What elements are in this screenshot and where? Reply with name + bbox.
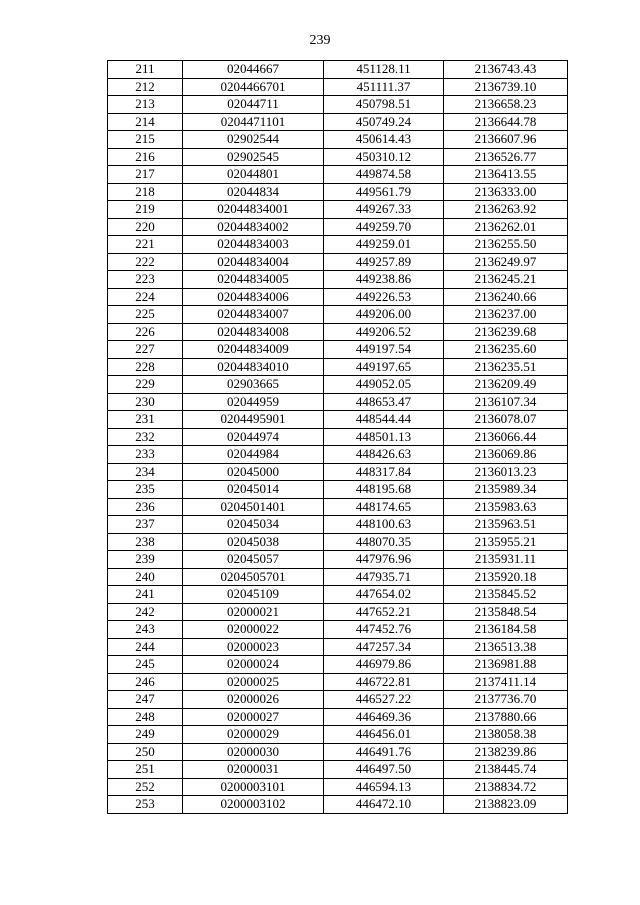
row-number-cell: 211 [108, 61, 183, 79]
x-coordinate-cell: 448501.13 [324, 428, 444, 446]
point-id-cell: 02000021 [183, 603, 324, 621]
table-row [108, 166, 568, 184]
y-coordinate-cell: 2136235.60 [444, 341, 568, 359]
y-coordinate-cell: 2136013.23 [444, 463, 568, 481]
table-row [108, 708, 568, 726]
point-id-cell: 02000026 [183, 691, 324, 709]
table-row [108, 113, 568, 131]
table-row [108, 743, 568, 761]
row-number-cell: 238 [108, 533, 183, 551]
table-row [108, 218, 568, 236]
table-row [108, 673, 568, 691]
point-id-cell: 0200003101 [183, 778, 324, 796]
table-row [108, 288, 568, 306]
row-number-cell: 227 [108, 341, 183, 359]
table-row [108, 78, 568, 96]
y-coordinate-cell: 2136239.68 [444, 323, 568, 341]
row-number-cell: 234 [108, 463, 183, 481]
x-coordinate-cell: 449197.65 [324, 358, 444, 376]
row-number-cell: 240 [108, 568, 183, 586]
point-id-cell: 02044711 [183, 96, 324, 114]
y-coordinate-cell: 2136413.55 [444, 166, 568, 184]
row-number-cell: 247 [108, 691, 183, 709]
row-number-cell: 219 [108, 201, 183, 219]
x-coordinate-cell: 449267.33 [324, 201, 444, 219]
x-coordinate-cell: 447452.76 [324, 621, 444, 639]
x-coordinate-cell: 446594.13 [324, 778, 444, 796]
point-id-cell: 02000027 [183, 708, 324, 726]
table-row [108, 568, 568, 586]
table-body [108, 61, 568, 814]
x-coordinate-cell: 447257.34 [324, 638, 444, 656]
x-coordinate-cell: 449206.00 [324, 306, 444, 324]
point-id-cell: 02044834008 [183, 323, 324, 341]
table-row [108, 376, 568, 394]
x-coordinate-cell: 448100.63 [324, 516, 444, 534]
point-id-cell: 0204466701 [183, 78, 324, 96]
table-row [108, 96, 568, 114]
row-number-cell: 241 [108, 586, 183, 604]
table-row [108, 778, 568, 796]
table-row [108, 341, 568, 359]
x-coordinate-cell: 449226.53 [324, 288, 444, 306]
row-number-cell: 249 [108, 726, 183, 744]
x-coordinate-cell: 451128.11 [324, 61, 444, 79]
point-id-cell: 02045000 [183, 463, 324, 481]
row-number-cell: 231 [108, 411, 183, 429]
row-number-cell: 243 [108, 621, 183, 639]
table-row [108, 498, 568, 516]
y-coordinate-cell: 2135955.21 [444, 533, 568, 551]
page-number: 239 [309, 33, 331, 48]
point-id-cell: 02044834009 [183, 341, 324, 359]
table-row [108, 603, 568, 621]
x-coordinate-cell: 447654.02 [324, 586, 444, 604]
table-row [108, 796, 568, 814]
y-coordinate-cell: 2136644.78 [444, 113, 568, 131]
y-coordinate-cell: 2138834.72 [444, 778, 568, 796]
x-coordinate-cell: 447652.21 [324, 603, 444, 621]
row-number-cell: 229 [108, 376, 183, 394]
y-coordinate-cell: 2136237.00 [444, 306, 568, 324]
row-number-cell: 217 [108, 166, 183, 184]
y-coordinate-cell: 2136262.01 [444, 218, 568, 236]
y-coordinate-cell: 2136066.44 [444, 428, 568, 446]
row-number-cell: 239 [108, 551, 183, 569]
point-id-cell: 02902545 [183, 148, 324, 166]
table-row [108, 726, 568, 744]
row-number-cell: 233 [108, 446, 183, 464]
point-id-cell: 02044974 [183, 428, 324, 446]
y-coordinate-cell: 2136249.97 [444, 253, 568, 271]
row-number-cell: 213 [108, 96, 183, 114]
y-coordinate-cell: 2136245.21 [444, 271, 568, 289]
table-row [108, 533, 568, 551]
y-coordinate-cell: 2136209.49 [444, 376, 568, 394]
y-coordinate-cell: 2138445.74 [444, 761, 568, 779]
x-coordinate-cell: 448070.35 [324, 533, 444, 551]
point-id-cell: 0204501401 [183, 498, 324, 516]
point-id-cell: 02000029 [183, 726, 324, 744]
point-id-cell: 0204505701 [183, 568, 324, 586]
row-number-cell: 253 [108, 796, 183, 814]
table-row [108, 428, 568, 446]
table-row [108, 621, 568, 639]
point-id-cell: 02000023 [183, 638, 324, 656]
table-row [108, 481, 568, 499]
y-coordinate-cell: 2136235.51 [444, 358, 568, 376]
y-coordinate-cell: 2136607.96 [444, 131, 568, 149]
point-id-cell: 02044834010 [183, 358, 324, 376]
y-coordinate-cell: 2136743.43 [444, 61, 568, 79]
table-row [108, 306, 568, 324]
table-row [108, 393, 568, 411]
table-row [108, 271, 568, 289]
y-coordinate-cell: 2136184.58 [444, 621, 568, 639]
row-number-cell: 242 [108, 603, 183, 621]
y-coordinate-cell: 2137736.70 [444, 691, 568, 709]
x-coordinate-cell: 450749.24 [324, 113, 444, 131]
row-number-cell: 246 [108, 673, 183, 691]
x-coordinate-cell: 446469.36 [324, 708, 444, 726]
y-coordinate-cell: 2136263.92 [444, 201, 568, 219]
point-id-cell: 02044834006 [183, 288, 324, 306]
row-number-cell: 215 [108, 131, 183, 149]
y-coordinate-cell: 2135963.51 [444, 516, 568, 534]
y-coordinate-cell: 2135920.18 [444, 568, 568, 586]
point-id-cell: 0204471101 [183, 113, 324, 131]
x-coordinate-cell: 446979.86 [324, 656, 444, 674]
point-id-cell: 02044834007 [183, 306, 324, 324]
point-id-cell: 0200003102 [183, 796, 324, 814]
table-row [108, 201, 568, 219]
coordinates-table [107, 60, 568, 814]
table-row [108, 586, 568, 604]
row-number-cell: 226 [108, 323, 183, 341]
x-coordinate-cell: 448317.84 [324, 463, 444, 481]
y-coordinate-cell: 2136069.86 [444, 446, 568, 464]
y-coordinate-cell: 2135848.54 [444, 603, 568, 621]
point-id-cell: 02044801 [183, 166, 324, 184]
row-number-cell: 220 [108, 218, 183, 236]
row-number-cell: 214 [108, 113, 183, 131]
row-number-cell: 248 [108, 708, 183, 726]
point-id-cell: 02903665 [183, 376, 324, 394]
point-id-cell: 02045014 [183, 481, 324, 499]
x-coordinate-cell: 449561.79 [324, 183, 444, 201]
y-coordinate-cell: 2136240.66 [444, 288, 568, 306]
table-row [108, 358, 568, 376]
row-number-cell: 230 [108, 393, 183, 411]
table-row [108, 463, 568, 481]
table-row [108, 323, 568, 341]
row-number-cell: 212 [108, 78, 183, 96]
row-number-cell: 245 [108, 656, 183, 674]
point-id-cell: 02044834003 [183, 236, 324, 254]
row-number-cell: 228 [108, 358, 183, 376]
table-row [108, 131, 568, 149]
point-id-cell: 02045057 [183, 551, 324, 569]
row-number-cell: 225 [108, 306, 183, 324]
point-id-cell: 02000031 [183, 761, 324, 779]
y-coordinate-cell: 2138239.86 [444, 743, 568, 761]
x-coordinate-cell: 446722.81 [324, 673, 444, 691]
row-number-cell: 224 [108, 288, 183, 306]
y-coordinate-cell: 2136739.10 [444, 78, 568, 96]
table-row [108, 253, 568, 271]
point-id-cell: 02044834001 [183, 201, 324, 219]
table-row [108, 236, 568, 254]
y-coordinate-cell: 2136526.77 [444, 148, 568, 166]
x-coordinate-cell: 449238.86 [324, 271, 444, 289]
row-number-cell: 236 [108, 498, 183, 516]
x-coordinate-cell: 448653.47 [324, 393, 444, 411]
x-coordinate-cell: 451111.37 [324, 78, 444, 96]
x-coordinate-cell: 449197.54 [324, 341, 444, 359]
x-coordinate-cell: 446491.76 [324, 743, 444, 761]
y-coordinate-cell: 2135845.52 [444, 586, 568, 604]
y-coordinate-cell: 2136658.23 [444, 96, 568, 114]
point-id-cell: 02045109 [183, 586, 324, 604]
table-row [108, 761, 568, 779]
point-id-cell: 02044959 [183, 393, 324, 411]
table-row [108, 551, 568, 569]
x-coordinate-cell: 448544.44 [324, 411, 444, 429]
table-row [108, 638, 568, 656]
row-number-cell: 237 [108, 516, 183, 534]
x-coordinate-cell: 447976.96 [324, 551, 444, 569]
point-id-cell: 02044667 [183, 61, 324, 79]
x-coordinate-cell: 450798.51 [324, 96, 444, 114]
row-number-cell: 244 [108, 638, 183, 656]
row-number-cell: 252 [108, 778, 183, 796]
row-number-cell: 235 [108, 481, 183, 499]
point-id-cell: 02044834 [183, 183, 324, 201]
row-number-cell: 221 [108, 236, 183, 254]
y-coordinate-cell: 2137411.14 [444, 673, 568, 691]
table-row [108, 411, 568, 429]
row-number-cell: 251 [108, 761, 183, 779]
point-id-cell: 02044834002 [183, 218, 324, 236]
y-coordinate-cell: 2136333.00 [444, 183, 568, 201]
y-coordinate-cell: 2138058.38 [444, 726, 568, 744]
table-row [108, 446, 568, 464]
point-id-cell: 02045038 [183, 533, 324, 551]
row-number-cell: 216 [108, 148, 183, 166]
x-coordinate-cell: 449874.58 [324, 166, 444, 184]
table-row [108, 656, 568, 674]
y-coordinate-cell: 2135989.34 [444, 481, 568, 499]
x-coordinate-cell: 450310.12 [324, 148, 444, 166]
table-row [108, 61, 568, 79]
point-id-cell: 02000025 [183, 673, 324, 691]
point-id-cell: 02902544 [183, 131, 324, 149]
x-coordinate-cell: 449259.70 [324, 218, 444, 236]
y-coordinate-cell: 2136078.07 [444, 411, 568, 429]
row-number-cell: 223 [108, 271, 183, 289]
x-coordinate-cell: 448174.65 [324, 498, 444, 516]
point-id-cell: 02000030 [183, 743, 324, 761]
point-id-cell: 02044834005 [183, 271, 324, 289]
x-coordinate-cell: 447935.71 [324, 568, 444, 586]
point-id-cell: 02044984 [183, 446, 324, 464]
table-row [108, 183, 568, 201]
point-id-cell: 02044834004 [183, 253, 324, 271]
x-coordinate-cell: 448426.63 [324, 446, 444, 464]
y-coordinate-cell: 2138823.09 [444, 796, 568, 814]
y-coordinate-cell: 2135931.11 [444, 551, 568, 569]
y-coordinate-cell: 2136981.88 [444, 656, 568, 674]
point-id-cell: 02000024 [183, 656, 324, 674]
row-number-cell: 218 [108, 183, 183, 201]
table-row [108, 691, 568, 709]
y-coordinate-cell: 2136255.50 [444, 236, 568, 254]
x-coordinate-cell: 449257.89 [324, 253, 444, 271]
row-number-cell: 250 [108, 743, 183, 761]
row-number-cell: 232 [108, 428, 183, 446]
y-coordinate-cell: 2135983.63 [444, 498, 568, 516]
table-row [108, 516, 568, 534]
x-coordinate-cell: 449259.01 [324, 236, 444, 254]
x-coordinate-cell: 446456.01 [324, 726, 444, 744]
point-id-cell: 02045034 [183, 516, 324, 534]
y-coordinate-cell: 2136513.38 [444, 638, 568, 656]
x-coordinate-cell: 449206.52 [324, 323, 444, 341]
y-coordinate-cell: 2136107.34 [444, 393, 568, 411]
x-coordinate-cell: 449052.05 [324, 376, 444, 394]
x-coordinate-cell: 446497.50 [324, 761, 444, 779]
x-coordinate-cell: 448195.68 [324, 481, 444, 499]
x-coordinate-cell: 446527.22 [324, 691, 444, 709]
x-coordinate-cell: 446472.10 [324, 796, 444, 814]
point-id-cell: 0204495901 [183, 411, 324, 429]
y-coordinate-cell: 2137880.66 [444, 708, 568, 726]
point-id-cell: 02000022 [183, 621, 324, 639]
row-number-cell: 222 [108, 253, 183, 271]
table-row [108, 148, 568, 166]
x-coordinate-cell: 450614.43 [324, 131, 444, 149]
